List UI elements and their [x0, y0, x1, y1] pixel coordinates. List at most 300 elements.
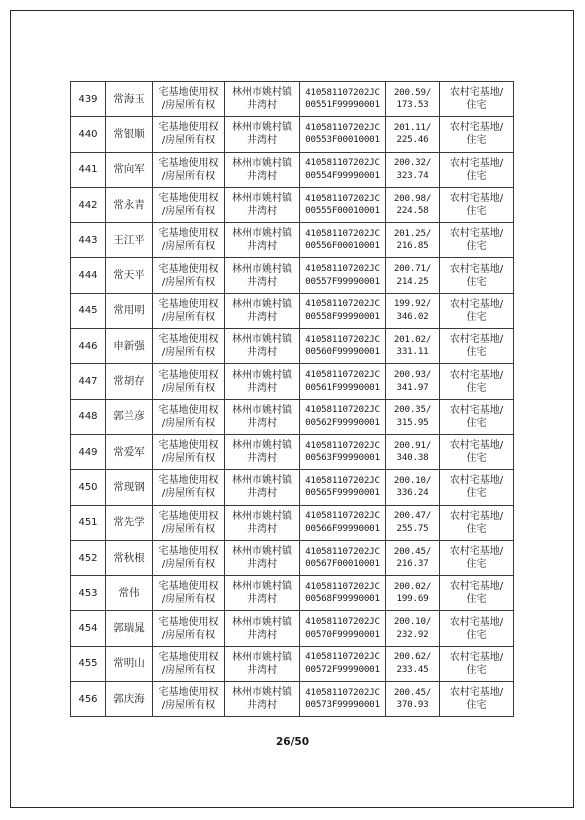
- area-cell: [386, 117, 440, 152]
- parcel-code-cell: [300, 258, 386, 293]
- table-row: [71, 540, 514, 575]
- parcel-code-line: 410581107202JC: [305, 580, 380, 592]
- location-line: 井湾村: [247, 700, 277, 712]
- location-cell: [225, 682, 300, 717]
- sequence-cell: 447: [71, 364, 106, 399]
- right-type-line: /房屋所有权: [161, 488, 216, 500]
- parcel-code-line: 00561F99990001: [305, 381, 380, 393]
- location-line: 井湾村: [247, 347, 277, 359]
- area-line: 201.02/: [393, 333, 432, 345]
- area-line: 255.75: [396, 522, 429, 534]
- area-cell: [386, 152, 440, 187]
- usage-cell: [440, 399, 514, 434]
- table-row: [71, 117, 514, 152]
- parcel-code-line: 410581107202JC: [305, 510, 380, 522]
- parcel-code-line: 00560F99990001: [305, 346, 380, 358]
- right-type-line: 宅基地使用权: [158, 475, 219, 487]
- usage-line: 住宅: [466, 453, 487, 465]
- parcel-code-line: 410581107202JC: [305, 369, 380, 381]
- location-line: 林州市姚村镇: [232, 581, 292, 593]
- location-line: 林州市姚村镇: [232, 651, 292, 663]
- location-cell: [225, 434, 300, 469]
- usage-line: 住宅: [466, 664, 487, 676]
- sequence-cell: 443: [71, 223, 106, 258]
- location-line: 井湾村: [247, 311, 277, 323]
- area-line: 232.92: [396, 628, 429, 640]
- sequence-cell: 449: [71, 434, 106, 469]
- location-line: 林州市姚村镇: [232, 440, 292, 452]
- area-line: 200.98/: [393, 192, 432, 204]
- right-type-cell: [153, 223, 225, 258]
- usage-cell: [440, 646, 514, 681]
- sequence-cell: 454: [71, 611, 106, 646]
- parcel-code-cell: [300, 646, 386, 681]
- parcel-code-line: 00563F99990001: [305, 452, 380, 464]
- owner-name-cell: 常秋根: [106, 540, 153, 575]
- owner-name-cell: 常银顺: [106, 117, 153, 152]
- area-cell: [386, 470, 440, 505]
- right-type-line: 宅基地使用权: [158, 546, 219, 557]
- table-row: [71, 505, 514, 540]
- area-cell: [386, 434, 440, 469]
- parcel-code-line: 00567F00010001: [305, 558, 380, 569]
- parcel-code-cell: [300, 223, 386, 258]
- location-cell: [225, 223, 300, 258]
- right-type-line: 宅基地使用权: [158, 510, 219, 522]
- right-type-line: /房屋所有权: [161, 453, 216, 465]
- usage-line: 农村宅基地/: [449, 404, 504, 416]
- area-line: 200.71/: [393, 263, 432, 275]
- location-line: 井湾村: [247, 594, 277, 606]
- usage-line: 农村宅基地/: [449, 651, 504, 663]
- parcel-code-cell: [300, 82, 386, 117]
- parcel-code-cell: [300, 117, 386, 152]
- record-table-body: [71, 82, 514, 717]
- right-type-cell: [153, 611, 225, 646]
- right-type-cell: [153, 152, 225, 187]
- location-cell: [225, 470, 300, 505]
- parcel-code-cell: [300, 434, 386, 469]
- area-line: 199.69: [396, 593, 429, 605]
- location-line: 井湾村: [247, 135, 277, 147]
- right-type-line: /房屋所有权: [161, 629, 216, 641]
- right-type-cell: [153, 505, 225, 540]
- right-type-line: 宅基地使用权: [158, 228, 219, 240]
- usage-cell: [440, 364, 514, 399]
- page-number: 26/50: [275, 736, 310, 748]
- location-line: 林州市姚村镇: [232, 298, 292, 310]
- right-type-line: /房屋所有权: [161, 135, 216, 147]
- right-type-line: /房屋所有权: [161, 170, 216, 182]
- sequence-cell: 445: [71, 293, 106, 328]
- usage-cell: [440, 611, 514, 646]
- right-type-line: 宅基地使用权: [158, 687, 219, 699]
- sequence-cell: 453: [71, 576, 106, 611]
- table-row: [71, 470, 514, 505]
- area-line: 336.24: [396, 487, 429, 499]
- right-type-cell: [153, 470, 225, 505]
- right-type-line: /房屋所有权: [161, 700, 216, 712]
- right-type-line: 宅基地使用权: [158, 440, 219, 452]
- sequence-cell: 451: [71, 505, 106, 540]
- right-type-line: 宅基地使用权: [158, 87, 219, 99]
- parcel-code-line: 00556F00010001: [305, 240, 380, 252]
- location-cell: [225, 82, 300, 117]
- location-cell: [225, 576, 300, 611]
- usage-line: 住宅: [466, 206, 487, 218]
- right-type-cell: [153, 293, 225, 328]
- area-line: 201.25/: [393, 227, 432, 239]
- right-type-cell: [153, 434, 225, 469]
- location-line: 井湾村: [247, 382, 277, 394]
- usage-line: 农村宅基地/: [449, 298, 504, 310]
- property-record-table: [70, 81, 514, 717]
- parcel-code-cell: [300, 293, 386, 328]
- parcel-code-line: 00572F99990001: [305, 663, 380, 675]
- location-line: 林州市姚村镇: [232, 193, 292, 205]
- owner-name-cell: 常爱军: [106, 434, 153, 469]
- right-type-cell: [153, 329, 225, 364]
- sequence-cell: 450: [71, 470, 106, 505]
- usage-line: 住宅: [466, 700, 487, 712]
- parcel-code-line: 00558F99990001: [305, 310, 380, 322]
- sequence-cell: 452: [71, 540, 106, 575]
- location-line: 林州市姚村镇: [232, 87, 292, 99]
- table-row: [71, 152, 514, 187]
- parcel-code-line: 00566F99990001: [305, 522, 380, 534]
- area-line: 224.58: [396, 205, 429, 217]
- usage-cell: [440, 470, 514, 505]
- right-type-line: /房屋所有权: [161, 206, 216, 218]
- area-cell: [386, 329, 440, 364]
- parcel-code-cell: [300, 364, 386, 399]
- owner-name-cell: 常胡存: [106, 364, 153, 399]
- parcel-code-line: 00568F99990001: [305, 593, 380, 605]
- right-type-line: /房屋所有权: [161, 347, 216, 359]
- area-cell: [386, 611, 440, 646]
- right-type-cell: [153, 364, 225, 399]
- parcel-code-line: 410581107202JC: [305, 121, 380, 133]
- location-cell: [225, 540, 300, 575]
- sequence-cell: 448: [71, 399, 106, 434]
- usage-line: 住宅: [466, 629, 487, 641]
- location-line: 井湾村: [247, 276, 277, 288]
- owner-name-cell: 常向军: [106, 152, 153, 187]
- area-line: 200.93/: [393, 369, 432, 381]
- usage-line: 住宅: [466, 594, 487, 606]
- parcel-code-line: 00565F99990001: [305, 487, 380, 499]
- right-type-line: /房屋所有权: [161, 559, 216, 570]
- parcel-code-cell: [300, 329, 386, 364]
- location-line: 林州市姚村镇: [232, 334, 292, 346]
- owner-name-cell: 常先学: [106, 505, 153, 540]
- location-line: 井湾村: [247, 523, 277, 535]
- area-line: 200.32/: [393, 157, 432, 169]
- sequence-cell: 442: [71, 187, 106, 222]
- owner-name-cell: 常永青: [106, 187, 153, 222]
- parcel-code-line: 410581107202JC: [305, 227, 380, 239]
- right-type-cell: [153, 258, 225, 293]
- parcel-code-cell: [300, 505, 386, 540]
- usage-line: 住宅: [466, 100, 487, 112]
- owner-name-cell: 郭兰彦: [106, 399, 153, 434]
- area-cell: [386, 576, 440, 611]
- area-cell: [386, 293, 440, 328]
- area-line: 201.11/: [393, 121, 432, 133]
- parcel-code-cell: [300, 399, 386, 434]
- location-line: 井湾村: [247, 453, 277, 465]
- location-cell: [225, 117, 300, 152]
- location-line: 林州市姚村镇: [232, 510, 292, 522]
- location-cell: [225, 258, 300, 293]
- area-line: 200.35/: [393, 404, 432, 416]
- parcel-code-line: 410581107202JC: [305, 439, 380, 451]
- parcel-code-line: 00555F00010001: [305, 205, 380, 217]
- area-line: 200.62/: [393, 651, 432, 663]
- owner-name-cell: 常海玉: [106, 82, 153, 117]
- location-line: 林州市姚村镇: [232, 263, 292, 275]
- area-line: 200.45/: [393, 686, 432, 698]
- location-line: 林州市姚村镇: [232, 687, 292, 699]
- usage-line: 农村宅基地/: [449, 157, 504, 169]
- parcel-code-cell: [300, 682, 386, 717]
- right-type-line: /房屋所有权: [161, 523, 216, 535]
- usage-line: 农村宅基地/: [449, 581, 504, 593]
- area-line: 200.91/: [393, 439, 432, 451]
- right-type-line: 宅基地使用权: [158, 157, 219, 169]
- usage-line: 农村宅基地/: [449, 475, 504, 487]
- parcel-code-line: 410581107202JC: [305, 545, 380, 557]
- parcel-code-line: 410581107202JC: [305, 616, 380, 628]
- right-type-line: /房屋所有权: [161, 382, 216, 394]
- right-type-line: 宅基地使用权: [158, 193, 219, 205]
- usage-cell: [440, 329, 514, 364]
- location-cell: [225, 399, 300, 434]
- location-line: 林州市姚村镇: [232, 228, 292, 240]
- location-line: 井湾村: [247, 206, 277, 218]
- area-line: 315.95: [396, 416, 429, 428]
- usage-line: 住宅: [466, 417, 487, 429]
- parcel-code-line: 00551F99990001: [305, 99, 380, 111]
- right-type-cell: [153, 399, 225, 434]
- area-line: 323.74: [396, 169, 429, 181]
- sequence-cell: 440: [71, 117, 106, 152]
- usage-cell: [440, 434, 514, 469]
- sequence-cell: 441: [71, 152, 106, 187]
- location-line: 井湾村: [247, 241, 277, 253]
- usage-line: 农村宅基地/: [449, 616, 504, 628]
- usage-line: 住宅: [466, 241, 487, 253]
- area-cell: [386, 399, 440, 434]
- location-line: 林州市姚村镇: [232, 122, 292, 134]
- area-cell: [386, 646, 440, 681]
- usage-line: 农村宅基地/: [449, 369, 504, 381]
- parcel-code-cell: [300, 152, 386, 187]
- area-line: 200.59/: [393, 86, 432, 98]
- usage-line: 住宅: [466, 311, 487, 323]
- usage-line: 农村宅基地/: [449, 122, 504, 134]
- right-type-line: /房屋所有权: [161, 276, 216, 288]
- table-row: [71, 187, 514, 222]
- right-type-line: 宅基地使用权: [158, 404, 219, 416]
- area-line: 225.46: [396, 134, 429, 146]
- location-cell: [225, 187, 300, 222]
- owner-name-cell: 常用明: [106, 293, 153, 328]
- location-line: 林州市姚村镇: [232, 157, 292, 169]
- right-type-line: 宅基地使用权: [158, 581, 219, 593]
- parcel-code-line: 410581107202JC: [305, 686, 380, 698]
- usage-line: 农村宅基地/: [449, 87, 504, 99]
- location-line: 林州市姚村镇: [232, 475, 292, 487]
- parcel-code-line: 00570F99990001: [305, 628, 380, 640]
- table-row: [71, 223, 514, 258]
- sequence-cell: 444: [71, 258, 106, 293]
- area-cell: [386, 223, 440, 258]
- right-type-line: 宅基地使用权: [158, 263, 219, 275]
- right-type-line: /房屋所有权: [161, 100, 216, 112]
- location-cell: [225, 152, 300, 187]
- parcel-code-line: 410581107202JC: [305, 404, 380, 416]
- area-line: 341.97: [396, 381, 429, 393]
- right-type-cell: [153, 82, 225, 117]
- table-row: [71, 434, 514, 469]
- area-line: 200.10/: [393, 474, 432, 486]
- usage-line: 住宅: [466, 382, 487, 394]
- right-type-cell: [153, 187, 225, 222]
- area-line: 200.10/: [393, 616, 432, 628]
- area-line: 346.02: [396, 310, 429, 322]
- usage-cell: [440, 187, 514, 222]
- owner-name-cell: 常天平: [106, 258, 153, 293]
- usage-line: 农村宅基地/: [449, 440, 504, 452]
- usage-line: 住宅: [466, 170, 487, 182]
- usage-line: 住宅: [466, 347, 487, 359]
- sequence-cell: 446: [71, 329, 106, 364]
- usage-cell: [440, 576, 514, 611]
- usage-cell: [440, 540, 514, 575]
- area-line: 340.38: [396, 452, 429, 464]
- area-line: 216.85: [396, 240, 429, 252]
- usage-line: 农村宅基地/: [449, 228, 504, 240]
- table-row: [71, 399, 514, 434]
- usage-line: 农村宅基地/: [449, 510, 504, 522]
- table-row: [71, 646, 514, 681]
- usage-cell: [440, 223, 514, 258]
- owner-name-cell: 常现钢: [106, 470, 153, 505]
- right-type-cell: [153, 646, 225, 681]
- area-line: 200.47/: [393, 510, 432, 522]
- usage-cell: [440, 505, 514, 540]
- usage-line: 住宅: [466, 276, 487, 288]
- usage-cell: [440, 82, 514, 117]
- usage-cell: [440, 258, 514, 293]
- table-row: [71, 576, 514, 611]
- usage-line: 住宅: [466, 523, 487, 535]
- location-line: 井湾村: [247, 417, 277, 429]
- location-cell: [225, 646, 300, 681]
- right-type-line: /房屋所有权: [161, 594, 216, 606]
- table-row: [71, 682, 514, 717]
- right-type-line: /房屋所有权: [161, 241, 216, 253]
- parcel-code-cell: [300, 540, 386, 575]
- right-type-line: /房屋所有权: [161, 311, 216, 323]
- usage-line: 农村宅基地/: [449, 687, 504, 699]
- area-line: 216.37: [396, 558, 429, 569]
- parcel-code-line: 00573F99990001: [305, 699, 380, 711]
- location-cell: [225, 364, 300, 399]
- table-row: [71, 329, 514, 364]
- sequence-cell: 439: [71, 82, 106, 117]
- right-type-line: 宅基地使用权: [158, 122, 219, 134]
- location-cell: [225, 505, 300, 540]
- usage-line: 农村宅基地/: [449, 546, 504, 557]
- parcel-code-cell: [300, 611, 386, 646]
- right-type-line: /房屋所有权: [161, 664, 216, 676]
- sequence-cell: 455: [71, 646, 106, 681]
- location-line: 井湾村: [247, 170, 277, 182]
- right-type-cell: [153, 540, 225, 575]
- usage-line: 农村宅基地/: [449, 334, 504, 346]
- owner-name-cell: 申新强: [106, 329, 153, 364]
- table-row: [71, 258, 514, 293]
- area-cell: [386, 540, 440, 575]
- usage-line: 住宅: [466, 135, 487, 147]
- area-line: 370.93: [396, 699, 429, 711]
- area-line: 200.45/: [393, 545, 432, 557]
- parcel-code-line: 410581107202JC: [305, 333, 380, 345]
- location-line: 井湾村: [247, 559, 277, 570]
- right-type-cell: [153, 682, 225, 717]
- location-line: 井湾村: [247, 629, 277, 641]
- table-row: [71, 611, 514, 646]
- location-cell: [225, 293, 300, 328]
- parcel-code-cell: [300, 470, 386, 505]
- parcel-code-line: 410581107202JC: [305, 651, 380, 663]
- parcel-code-line: 00562F99990001: [305, 416, 380, 428]
- area-line: 331.11: [396, 346, 429, 358]
- table-row: [71, 364, 514, 399]
- location-line: 井湾村: [247, 100, 277, 112]
- area-line: 214.25: [396, 275, 429, 287]
- usage-cell: [440, 152, 514, 187]
- usage-cell: [440, 117, 514, 152]
- right-type-line: 宅基地使用权: [158, 298, 219, 310]
- parcel-code-line: 00553F00010001: [305, 134, 380, 146]
- location-line: 林州市姚村镇: [232, 404, 292, 416]
- right-type-cell: [153, 117, 225, 152]
- area-cell: [386, 682, 440, 717]
- area-cell: [386, 258, 440, 293]
- table-row: [71, 82, 514, 117]
- location-cell: [225, 329, 300, 364]
- usage-line: 住宅: [466, 488, 487, 500]
- parcel-code-line: 410581107202JC: [305, 474, 380, 486]
- area-line: 200.02/: [393, 580, 432, 592]
- usage-line: 农村宅基地/: [449, 263, 504, 275]
- location-line: 井湾村: [247, 664, 277, 676]
- right-type-cell: [153, 576, 225, 611]
- location-cell: [225, 611, 300, 646]
- area-line: 233.45: [396, 663, 429, 675]
- parcel-code-line: 410581107202JC: [305, 192, 380, 204]
- parcel-code-line: 410581107202JC: [305, 157, 380, 169]
- parcel-code-cell: [300, 576, 386, 611]
- location-line: 林州市姚村镇: [232, 369, 292, 381]
- parcel-code-line: 410581107202JC: [305, 263, 380, 275]
- owner-name-cell: 郭瑞晁: [106, 611, 153, 646]
- owner-name-cell: 常明山: [106, 646, 153, 681]
- parcel-code-line: 410581107202JC: [305, 86, 380, 98]
